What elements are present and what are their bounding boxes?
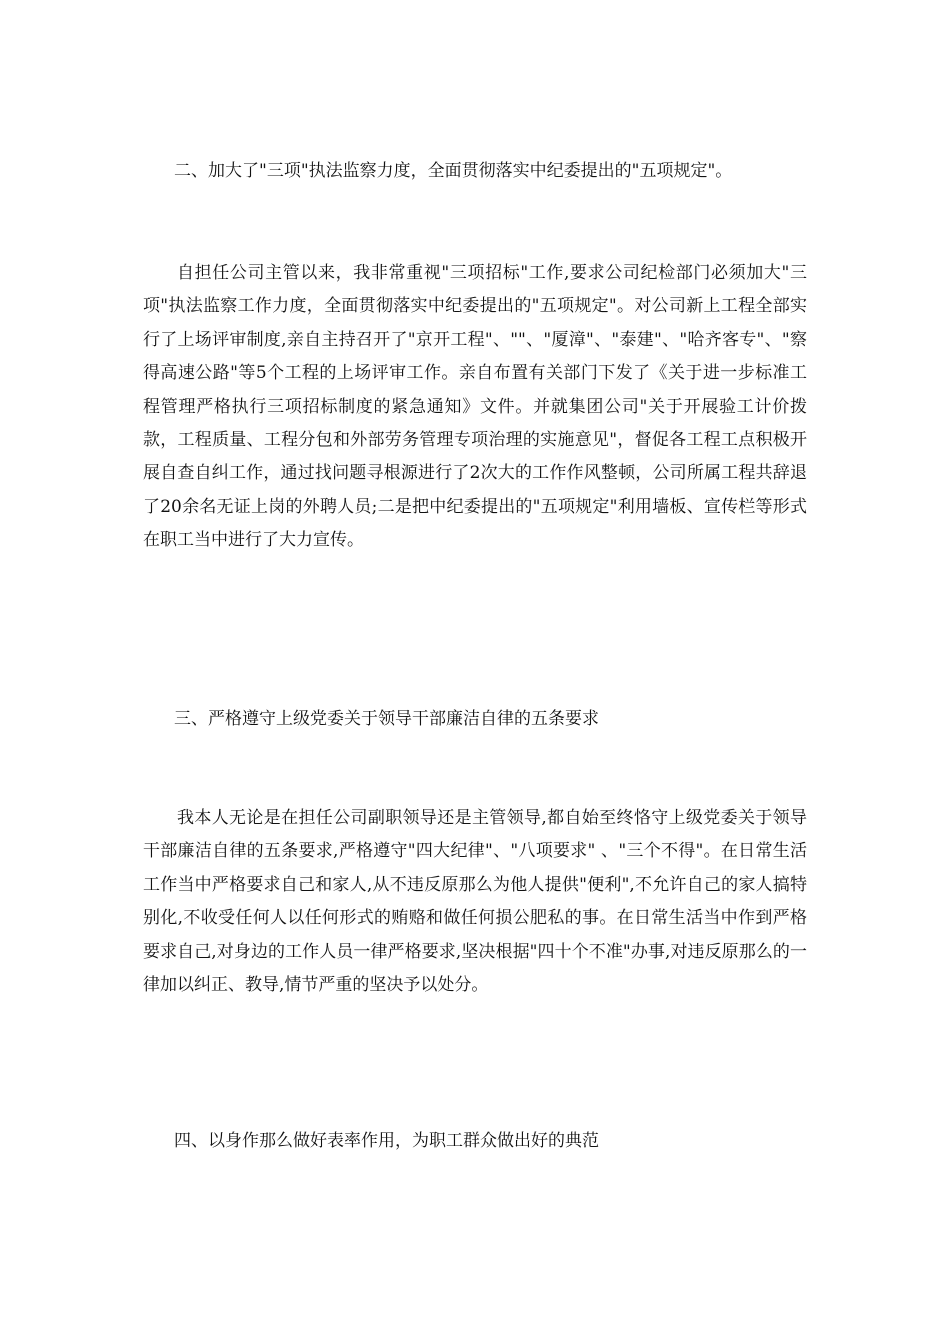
section-body-2: 自担任公司主管以来，我非常重视"三项招标"工作,要求公司纪检部门必须加大"三项"执法监察工作力度，全面贯彻落实中纪委提出的"五项规定"。对公司新上工程全部实行了上场评审制度,亲自主持召开了"京开工程"、""、"厦漳"、"泰建"、"哈齐客专"、"察得高速公路"等5个工程的上场评审工作。亲自布置有关部门下发了《关于进一步标准工程管理严格执行三项招标制度的紧急通知》文件。并就集团公司"关于开展验工计价拨款，工程质量、工程分包和外部劳务管理专项治理的实施意见"，督促各工程工点积极开展自查自纠工作，通过找问题寻根源进行了2次大的工作作风整顿，公司所属工程共辞退了20余名无证上岗的外聘人员;二是把中纪委提出的"五项规定"利用墙板、宣传栏等形式在职工当中进行了大力宣传。 xyxy=(143,263,807,551)
section-heading-3: 三、严格遵守上级党委关于领导干部廉洁自律的五条要求 xyxy=(174,709,599,729)
section-heading-4: 四、以身作那么做好表率作用，为职工群众做出好的典范 xyxy=(174,1131,599,1151)
section-body-3: 我本人无论是在担任公司副职领导还是主管领导,都自始至终恪守上级党委关于领导干部廉洁自律的五条要求,严格遵守"四大纪律"、"八项要求" 、"三个不得"。在日常生活工作当中严格要求自己和家人,从不违反原那么为他人提供"便利",不允许自己的家人搞特别化,不收受任何人以任何形式的贿赂和做任何损公肥私的事。在日常生活当中作到严格要求自己,对身边的工作人员一律严格要求,坚决根据"四十个不准"办事,对违反原那么的一律加以纠正、教导,情节严重的坚决予以处分。 xyxy=(143,808,807,996)
section-heading-2: 二、加大了"三项"执法监察力度，全面贯彻落实中纪委提出的"五项规定"。 xyxy=(174,161,733,181)
